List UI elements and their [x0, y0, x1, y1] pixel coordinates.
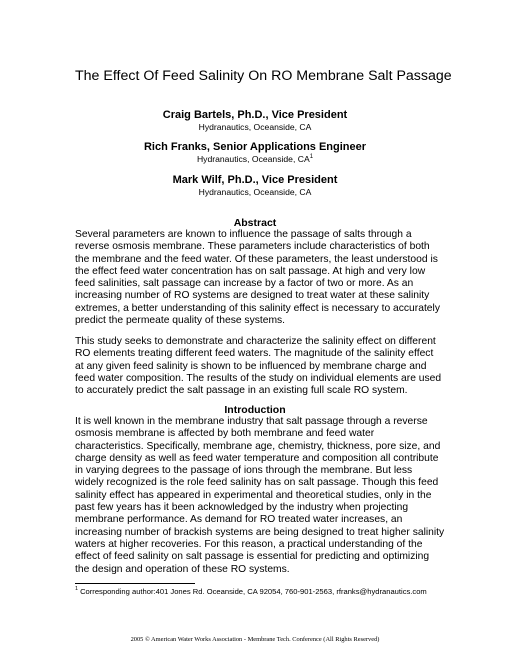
author-affiliation: Hydranautics, Oceanside, CA	[198, 187, 312, 197]
text-line: past few years has it been acknowledged by the industry when projecting	[75, 502, 409, 514]
introduction-paragraph-1	[75, 416, 445, 576]
abstract-paragraph-2	[75, 336, 441, 397]
introduction-heading: Introduction	[224, 404, 286, 416]
footnote	[75, 587, 445, 597]
text-line: feed water composition. The results of the study on individual elements are used	[75, 372, 442, 384]
footnote-divider	[75, 583, 195, 584]
abstract-heading: Abstract	[233, 217, 277, 229]
text-line: the effect feed water concentration has on salt passage. At high and very low	[75, 265, 426, 277]
text-line: increasing number of RO systems are designed to treat water at these salinity	[75, 290, 430, 302]
text-line: predict the permeate quality of these systems.	[75, 315, 286, 327]
text-line: widely recognized is the role feed salinity has on salt passage. Though this feed	[75, 477, 439, 489]
author-affiliation-line	[75, 154, 435, 165]
text-line: salinity effect has appeared in experimental and theoretical studies, only in the	[75, 489, 432, 501]
text-line: to accurately predict the salt passage in an existing full scale RO system.	[75, 385, 408, 397]
author-block-1	[75, 109, 435, 133]
author-name: Mark Wilf, Ph.D., Vice President	[172, 174, 338, 186]
text-line: It is well known in the membrane industry that salt passage through a reverse	[75, 416, 428, 427]
footnote-text: Corresponding author:401 Jones Rd. Oceanside, CA 92054, 760-901-2563, rfranks@hydranautics.com	[80, 587, 427, 596]
text-line: charge density as well as feed water temperature and composition all contribute	[75, 452, 439, 464]
text-line: Several parameters are known to influence the passage of salts through a	[75, 229, 412, 240]
author-block-3	[75, 174, 435, 198]
text-line: This study seeks to demonstrate and characterize the salinity effect on different	[75, 336, 436, 347]
text-line: feed salinities, salt passage can increase by a factor of two or more. As an	[75, 278, 414, 290]
author-name: Rich Franks, Senior Applications Engineer	[143, 141, 367, 153]
text-line: extremes, a better understanding of this salinity effect is necessary to accurately	[75, 302, 440, 314]
text-line: characteristics. Specifically, membrane age, chemistry, thickness, pore size, and	[75, 440, 441, 452]
paper-title: The Effect Of Feed Salinity On RO Membrane Salt Passage	[75, 68, 452, 84]
text-line: at any given feed salinity is shown to be influenced by membrane charge and	[75, 360, 427, 372]
text-line: membrane performance. As demand for RO treated water increases, an	[75, 514, 403, 526]
author-affiliation: Hydranautics, Oceanside, CA	[196, 154, 310, 164]
author-affiliation: Hydranautics, Oceanside, CA	[198, 122, 312, 132]
text-line: the design and operation of these RO systems.	[75, 563, 290, 575]
text-line: reverse osmosis membrane. These parameters include characteristics of both	[75, 241, 430, 253]
text-line: in varying degrees to the passage of ions through the membrane. But less	[75, 465, 413, 477]
author-name: Craig Bartels, Ph.D., Vice President	[162, 109, 348, 121]
text-line: increasing number of brackish systems are being designed to treat higher salinity	[75, 526, 445, 538]
text-line: the membrane and the feed water. Of these parameters, the least understood is	[75, 253, 438, 265]
author-block-2	[75, 141, 435, 165]
footnote-marker: 1	[75, 586, 79, 593]
footnote-marker: 1	[309, 154, 314, 161]
text-line: RO elements treating different feed waters. The magnitude of the salinity effect	[75, 348, 434, 360]
page-footer: 2005 © American Water Works Association - Membrane Tech. Conference (All Rights Reserved)	[130, 636, 380, 643]
text-line: effect of feed salinity on salt passage is essential for predicting and optimizing	[75, 551, 430, 563]
abstract-paragraph-1	[75, 229, 441, 327]
text-line: waters at higher recoveries. For this reason, a practical understanding of the	[75, 538, 423, 550]
text-line: osmosis membrane is affected by both membrane and feed water	[75, 428, 375, 440]
